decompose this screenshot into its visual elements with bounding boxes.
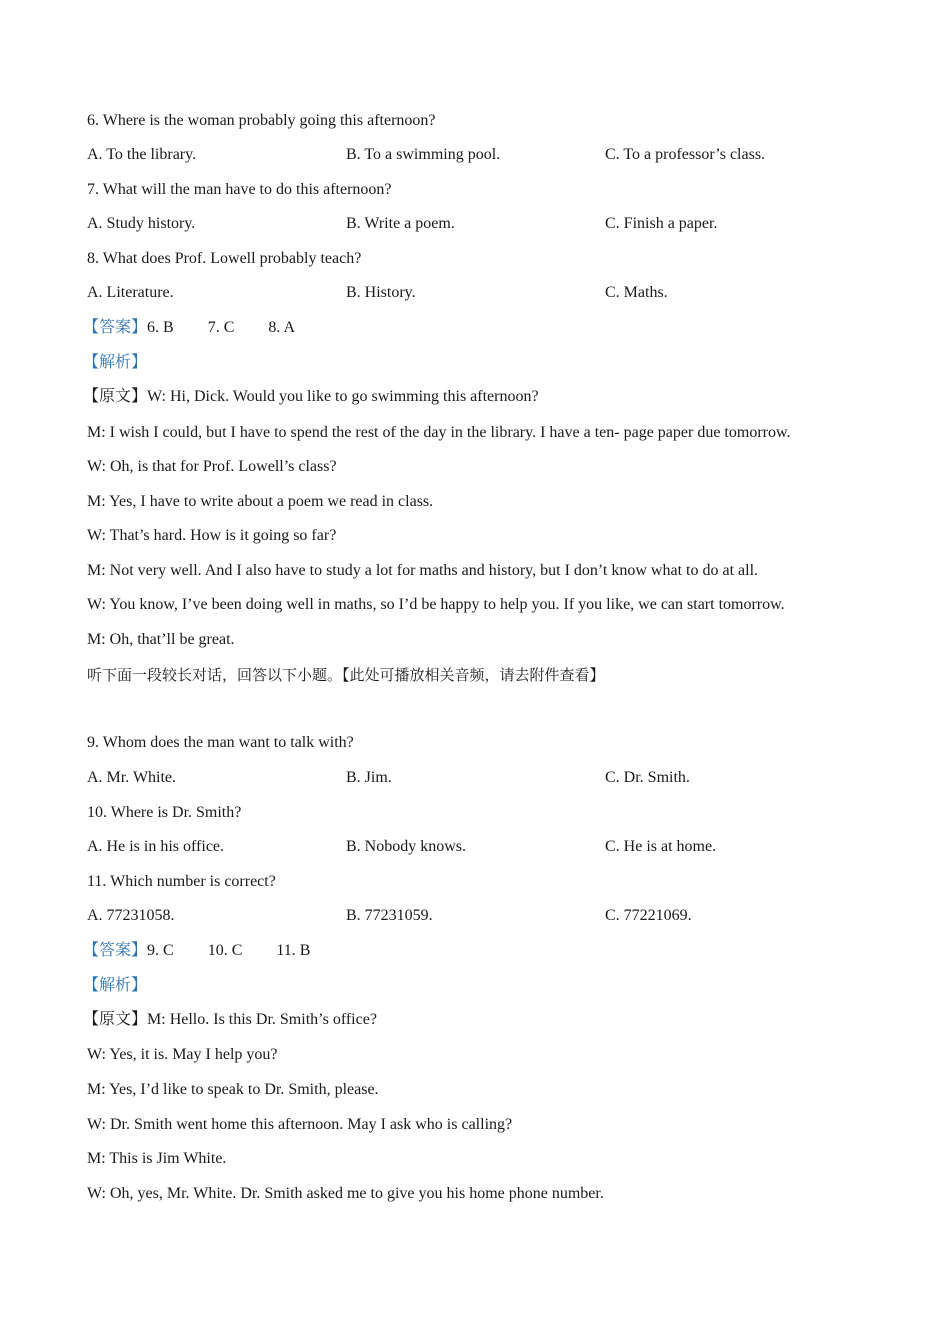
answer-label: 【答案】 bbox=[83, 942, 148, 959]
answer-item: 9. C bbox=[147, 942, 174, 959]
listening-instruction: 听下面一段较长对话，回答以下小题。【此处可播放相关音频，请去附件查看】 bbox=[87, 666, 605, 684]
answer-item: 7. C bbox=[207, 319, 235, 336]
transcript-line bbox=[83, 1010, 377, 1030]
question-6-option-c: C. To a professor’s class. bbox=[605, 146, 766, 163]
answer-item: 6. B bbox=[147, 319, 174, 336]
question-9-option-c: C. Dr. Smith. bbox=[605, 769, 690, 786]
answer-item: 11. B bbox=[276, 942, 311, 959]
transcript-text: W: Hi, Dick. Would you like to go swimming this afternoon? bbox=[147, 388, 539, 405]
question-6: 6. Where is the woman probably going this afternoon? bbox=[87, 112, 436, 129]
question-8-option-b: B. History. bbox=[346, 284, 416, 301]
transcript-line: M: Yes, I’d like to speak to Dr. Smith, please. bbox=[87, 1081, 379, 1098]
question-10-option-a: A. He is in his office. bbox=[87, 838, 225, 855]
transcript-line: W: Oh, yes, Mr. White. Dr. Smith asked me to give you his home phone number. bbox=[87, 1185, 604, 1202]
question-11-option-c: C. 77221069. bbox=[605, 907, 692, 924]
original-label: 【原文】 bbox=[83, 388, 148, 405]
analysis-label: 【解析】 bbox=[83, 354, 148, 371]
question-9: 9. Whom does the man want to talk with? bbox=[87, 734, 354, 751]
original-label: 【原文】 bbox=[83, 1011, 148, 1028]
question-7: 7. What will the man have to do this afternoon? bbox=[87, 181, 392, 198]
transcript-line: M: Yes, I have to write about a poem we read in class. bbox=[87, 493, 434, 510]
question-7-option-c: C. Finish a paper. bbox=[605, 215, 718, 232]
question-10: 10. Where is Dr. Smith? bbox=[87, 804, 242, 821]
question-9-option-b: B. Jim. bbox=[346, 769, 392, 786]
answer-item: 8. A bbox=[268, 319, 296, 336]
question-11: 11. Which number is correct? bbox=[87, 873, 276, 890]
question-11-option-b: B. 77231059. bbox=[346, 907, 433, 924]
question-6-option-b: B. To a swimming pool. bbox=[346, 146, 501, 163]
question-6-option-a: A. To the library. bbox=[87, 146, 197, 163]
question-10-option-c: C. He is at home. bbox=[605, 838, 717, 855]
transcript-line: W: Yes, it is. May I help you? bbox=[87, 1046, 278, 1063]
question-9-option-a: A. Mr. White. bbox=[87, 769, 177, 786]
transcript-text: M: Hello. Is this Dr. Smith’s office? bbox=[147, 1011, 377, 1028]
analysis-label: 【解析】 bbox=[83, 977, 148, 994]
answer-label: 【答案】 bbox=[83, 319, 148, 336]
answer-row-1 bbox=[83, 318, 295, 338]
transcript-line: M: Not very well. And I also have to study a lot for maths and history, but I don’t know what to do at all. bbox=[87, 562, 759, 579]
question-11-option-a: A. 77231058. bbox=[87, 907, 175, 924]
transcript-line: W: You know, I’ve been doing well in maths, so I’d be happy to help you. If you like, we can start tomorrow. bbox=[87, 596, 785, 613]
question-10-option-b: B. Nobody knows. bbox=[346, 838, 467, 855]
question-8-option-a: A. Literature. bbox=[87, 284, 174, 301]
answer-item: 10. C bbox=[207, 942, 243, 959]
question-8: 8. What does Prof. Lowell probably teach? bbox=[87, 250, 362, 267]
transcript-line: M: I wish I could, but I have to spend the rest of the day in the library. I have a ten- page paper due tomorrow. bbox=[87, 424, 791, 441]
answer-row-2 bbox=[83, 941, 310, 961]
transcript-line: M: This is Jim White. bbox=[87, 1150, 227, 1167]
question-7-option-a: A. Study history. bbox=[87, 215, 196, 232]
question-7-option-b: B. Write a poem. bbox=[346, 215, 455, 232]
transcript-line: M: Oh, that’ll be great. bbox=[87, 631, 235, 648]
transcript-line: W: That’s hard. How is it going so far? bbox=[87, 527, 337, 544]
transcript-line bbox=[83, 387, 539, 407]
transcript-line: W: Oh, is that for Prof. Lowell’s class? bbox=[87, 458, 337, 475]
question-8-option-c: C. Maths. bbox=[605, 284, 668, 301]
transcript-line: W: Dr. Smith went home this afternoon. May I ask who is calling? bbox=[87, 1116, 513, 1133]
